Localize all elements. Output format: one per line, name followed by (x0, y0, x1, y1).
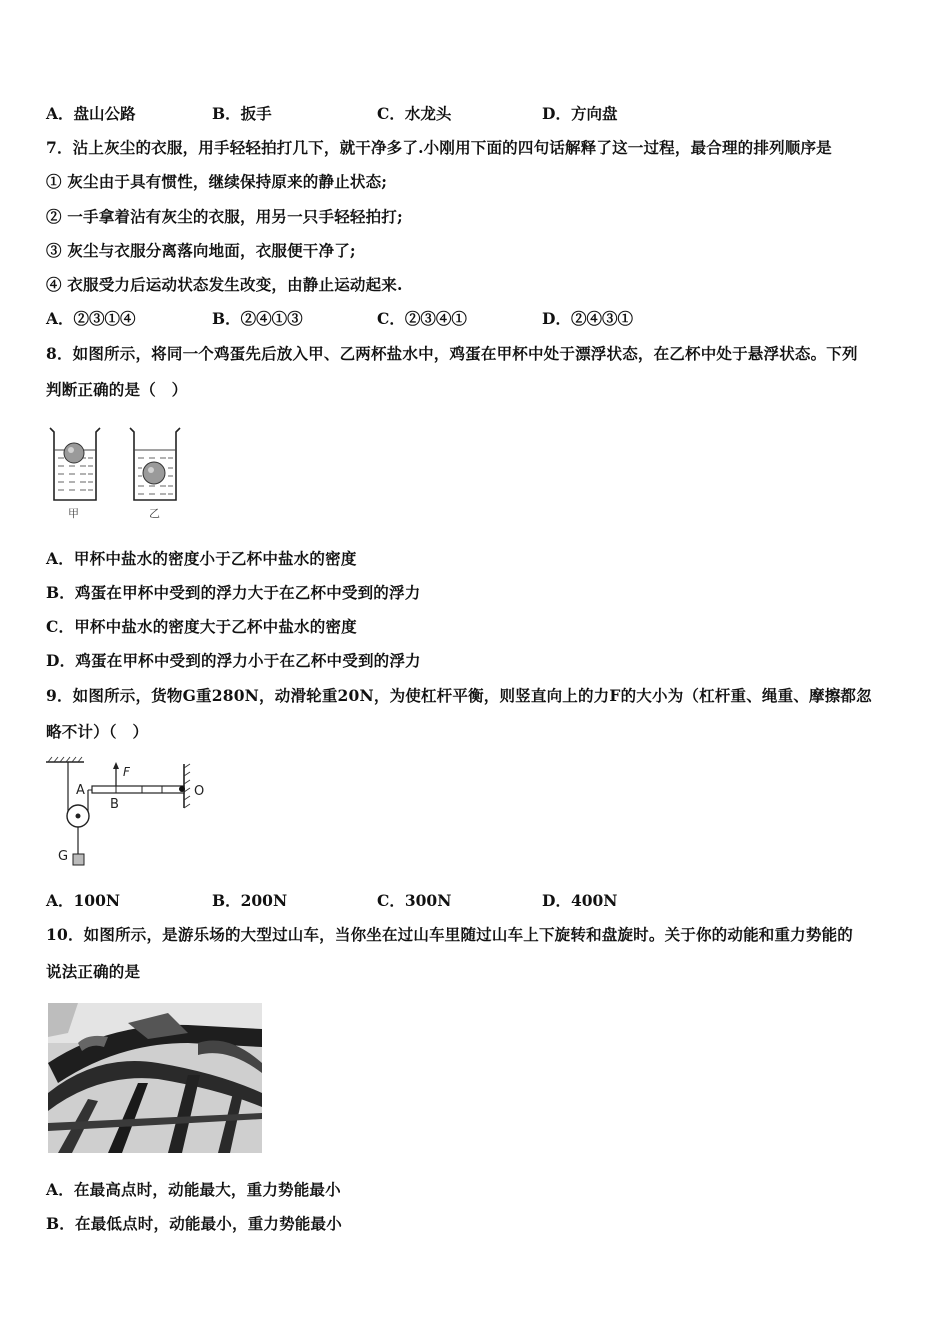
q8-stem-line2: 判断正确的是（ ） (46, 380, 188, 399)
egg-floating (64, 443, 84, 463)
label-a: A (76, 783, 85, 798)
roller-coaster-photo (48, 1003, 262, 1153)
q10-stem-line2: 说法正确的是 (46, 962, 141, 981)
lever-pulley-figure (44, 756, 219, 874)
q7-option-c: C．②③④① (377, 309, 467, 328)
q7-statement-2: ② 一手拿着沾有灰尘的衣服，用另一只手轻轻拍打; (46, 207, 403, 226)
label-o: O (194, 784, 205, 799)
q10-option-a: A．在最高点时，动能最大，重力势能最小 (46, 1180, 341, 1199)
beaker-yi (130, 428, 180, 500)
q7-option-d: D．②④③① (542, 309, 633, 328)
q8-option-d: D．鸡蛋在甲杯中受到的浮力小于在乙杯中受到的浮力 (46, 651, 421, 670)
weight-g (73, 854, 84, 865)
q7-statement-4: ④ 衣服受力后运动状态发生改变，由静止运动起来. (46, 275, 403, 294)
q10-option-b: B．在最低点时，动能最小，重力势能最小 (46, 1214, 342, 1233)
beakers-figure (44, 424, 194, 522)
egg-suspended (143, 462, 165, 484)
label-g: G (58, 849, 69, 864)
q9-option-a: A．100N (46, 891, 121, 910)
fulcrum (179, 786, 185, 792)
q8-option-a: A．甲杯中盐水的密度小于乙杯中盐水的密度 (46, 549, 357, 568)
q7-statement-1: ① 灰尘由于具有惯性，继续保持原来的静止状态; (46, 172, 388, 191)
q6-option-d: D．方向盘 (542, 104, 618, 123)
q9-stem-line1: 9．如图所示，货物G重280N，动滑轮重20N，为使杠杆平衡，则竖直向上的力F的大小为（杠杆重、绳重、摩擦都忽 (46, 686, 872, 705)
label-jia: 甲 (68, 507, 79, 520)
lever (92, 786, 184, 793)
label-b: B (110, 797, 119, 812)
q8-option-c: C．甲杯中盐水的密度大于乙杯中盐水的密度 (46, 617, 357, 636)
q7-stem: 7．沾上灰尘的衣服，用手轻轻拍打几下，就干净多了.小刚用下面的四句话解释了这一过程，最合理的排列顺序是 (46, 138, 832, 157)
q6-option-b: B．扳手 (212, 104, 272, 123)
q7-option-b: B．②④①③ (212, 309, 303, 328)
q10-stem-line1: 10．如图所示，是游乐场的大型过山车，当你坐在过山车里随过山车上下旋转和盘旋时。关于你的动能和重力势能的 (46, 925, 853, 944)
q9-option-d: D．400N (542, 891, 618, 910)
q8-option-b: B．鸡蛋在甲杯中受到的浮力大于在乙杯中受到的浮力 (46, 583, 421, 602)
q9-option-b: B．200N (212, 891, 288, 910)
q9-stem-line2: 略不计）（ ） (46, 722, 149, 741)
q7-option-a: A．②③①④ (46, 309, 136, 328)
q6-option-c: C．水龙头 (377, 104, 452, 123)
beaker-jia (50, 428, 100, 500)
q7-statement-3: ③ 灰尘与衣服分离落向地面，衣服便干净了; (46, 241, 356, 260)
label-f: F (123, 765, 130, 779)
label-yi: 乙 (149, 507, 160, 520)
q8-stem-line1: 8．如图所示，将同一个鸡蛋先后放入甲、乙两杯盐水中，鸡蛋在甲杯中处于漂浮状态，在乙杯中处于悬浮状态。下列 (46, 344, 858, 363)
q6-option-a: A．盘山公路 (46, 104, 136, 123)
q9-option-c: C．300N (377, 891, 452, 910)
